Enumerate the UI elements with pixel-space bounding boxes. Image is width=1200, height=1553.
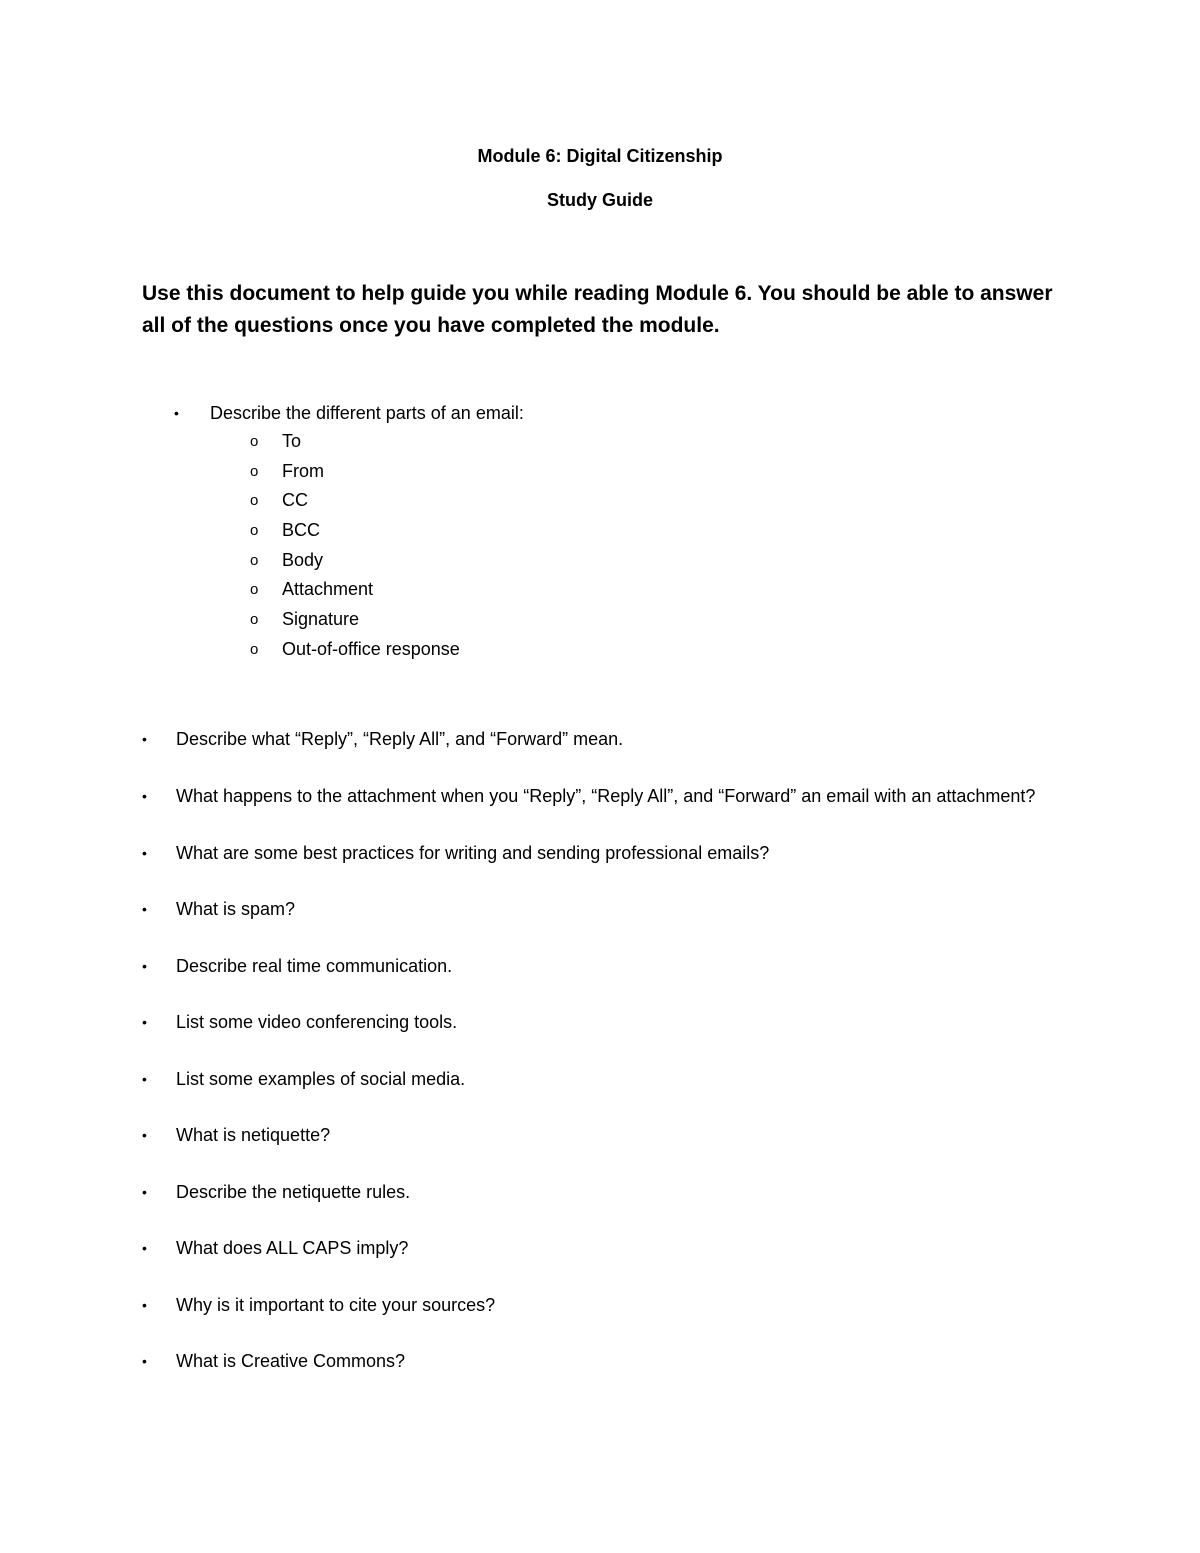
list-item xyxy=(248,547,848,577)
sub-bullet-marker: o xyxy=(250,581,259,599)
question-text: What is Creative Commons? xyxy=(176,1351,406,1371)
list-item xyxy=(248,636,848,666)
bullet-marker: • xyxy=(142,1070,147,1087)
bullet-marker: • xyxy=(142,1014,147,1030)
question-item xyxy=(140,1178,1080,1206)
question-text: What does ALL CAPS imply? xyxy=(176,1238,409,1258)
question-text: Describe what “Reply”, “Reply All”, and “Forward” mean. xyxy=(176,729,624,749)
sub-bullet-marker: o xyxy=(250,433,259,450)
document-title: Module 6: Digital Citizenship xyxy=(477,146,723,166)
bullet-marker: • xyxy=(142,844,147,861)
list-item xyxy=(248,606,848,636)
question-text: What is spam? xyxy=(176,899,296,919)
question-email-parts xyxy=(172,400,872,426)
question-item xyxy=(140,1291,1080,1319)
list-item xyxy=(248,487,848,517)
bullet-marker: • xyxy=(142,1296,147,1313)
email-part-label: Signature xyxy=(282,609,360,630)
question-text: Describe the netiquette rules. xyxy=(176,1181,411,1202)
list-item xyxy=(248,576,848,606)
bullet-marker: • xyxy=(142,901,147,917)
question-text: What happens to the attachment when you “Reply”, “Reply All”, and “Forward” an email with an attachment? xyxy=(176,785,1036,806)
list-item xyxy=(248,428,848,458)
question-item xyxy=(140,1347,1080,1375)
sub-bullet-marker: o xyxy=(250,551,259,569)
sub-bullet-marker: o xyxy=(250,640,259,658)
question-item xyxy=(140,895,1080,923)
question-list xyxy=(140,725,1080,1404)
email-parts-list xyxy=(248,428,848,666)
intro-paragraph: Use this document to help guide you while reading Module 6. You should be able to answer all of the questions once you have completed the module. xyxy=(142,282,1053,337)
question-item xyxy=(140,782,1080,810)
question-text: Why is it important to cite your sources? xyxy=(176,1294,496,1315)
email-part-label: CC xyxy=(282,490,308,511)
sub-bullet-marker: o xyxy=(250,462,259,480)
bullet-marker: • xyxy=(142,1353,147,1369)
document-subtitle: Study Guide xyxy=(546,190,653,210)
bullet-marker: • xyxy=(174,405,179,421)
question-text: List some video conferencing tools. xyxy=(176,1012,458,1032)
question-text: Describe real time communication. xyxy=(176,955,453,976)
sub-bullet-marker: o xyxy=(250,522,259,540)
question-item xyxy=(140,839,1080,867)
bullet-marker: • xyxy=(142,1240,147,1256)
question-item xyxy=(140,1234,1080,1262)
bullet-marker: • xyxy=(142,1127,147,1143)
question-text: What is netiquette? xyxy=(176,1125,331,1145)
email-part-label: To xyxy=(282,431,302,451)
list-item xyxy=(248,517,848,547)
bullet-marker: • xyxy=(142,957,147,974)
question-item xyxy=(140,952,1080,980)
question-text: What are some best practices for writing and sending professional emails? xyxy=(176,842,770,863)
list-item xyxy=(248,458,848,488)
email-part-label: BCC xyxy=(282,520,321,541)
question-item xyxy=(140,725,1080,753)
sub-bullet-marker: o xyxy=(250,611,259,629)
bullet-marker: • xyxy=(142,787,147,804)
question-item xyxy=(140,1065,1080,1093)
sub-bullet-marker: o xyxy=(250,492,259,510)
question-item xyxy=(140,1008,1080,1036)
bullet-marker: • xyxy=(142,731,147,747)
email-part-label: From xyxy=(282,460,324,481)
email-part-label: Out-of-office response xyxy=(282,638,460,659)
bullet-marker: • xyxy=(142,1183,147,1200)
email-part-label: Attachment xyxy=(282,579,374,600)
question-text: Describe the different parts of an email: xyxy=(210,403,524,423)
question-text: List some examples of social media. xyxy=(176,1068,466,1089)
email-part-label: Body xyxy=(282,549,324,570)
question-item xyxy=(140,1121,1080,1149)
